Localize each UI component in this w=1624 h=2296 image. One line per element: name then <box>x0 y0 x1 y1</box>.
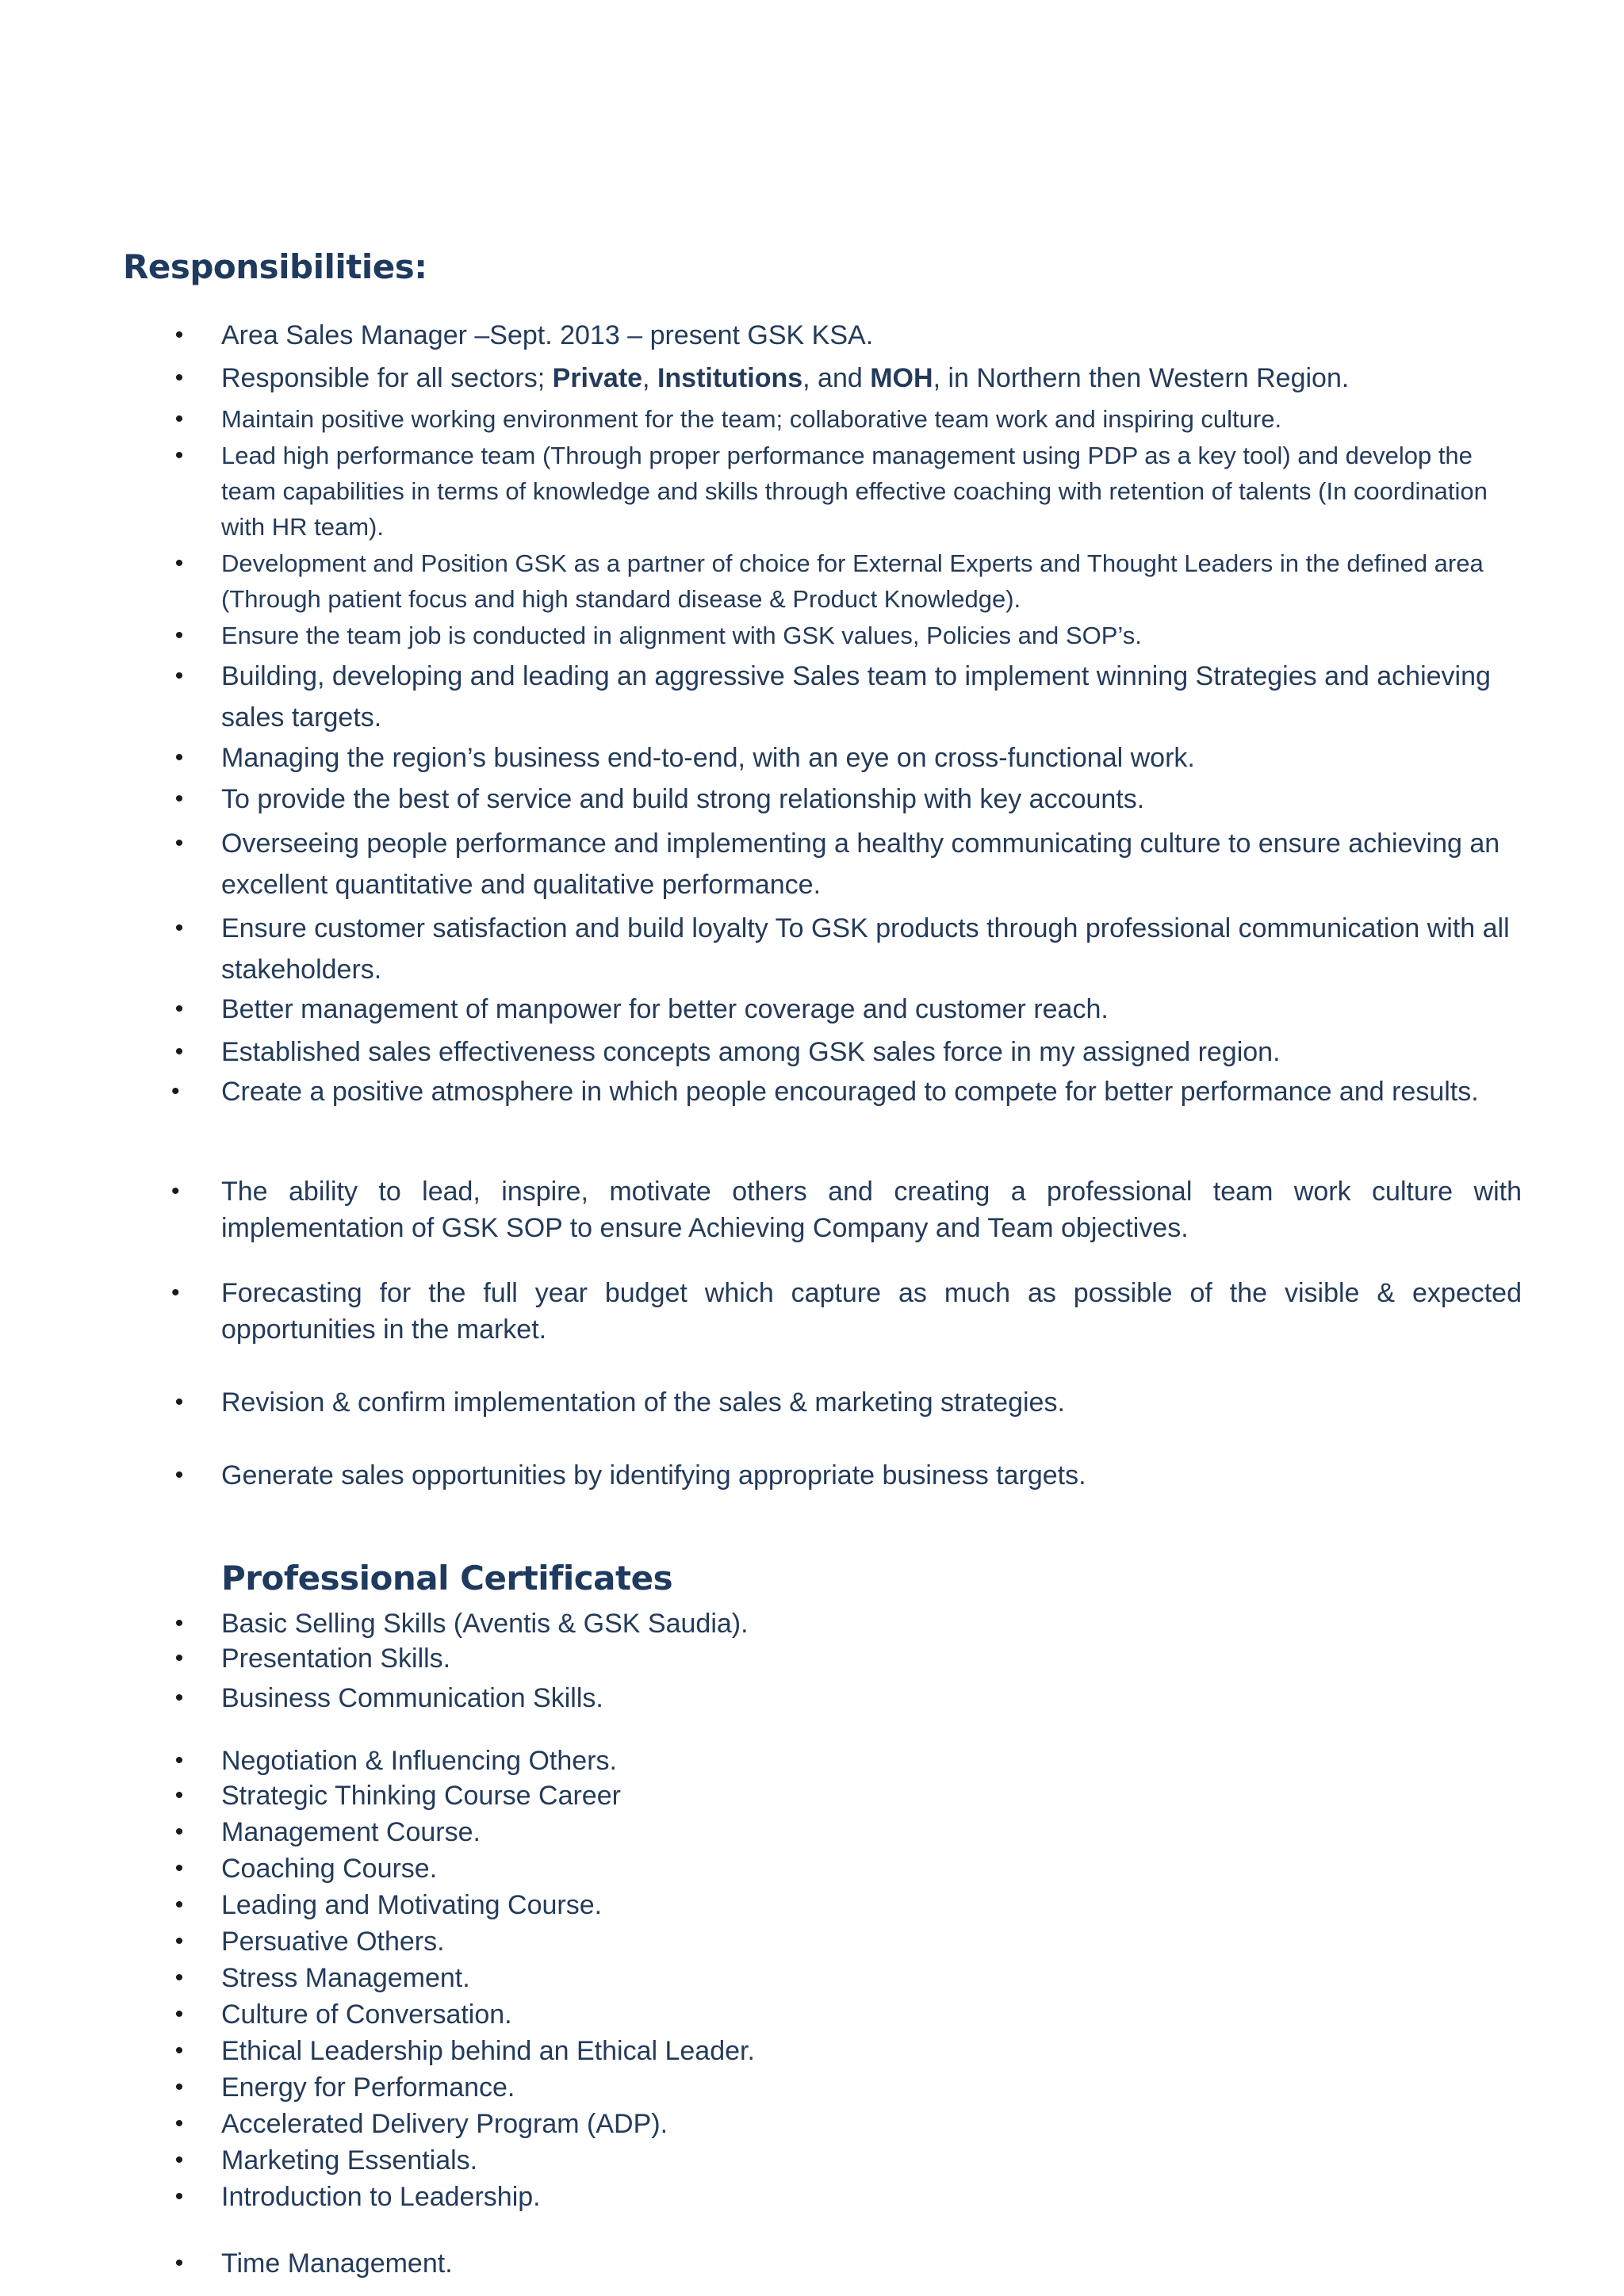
list-item <box>174 360 1522 396</box>
bold-text: Private <box>552 363 643 393</box>
list-item-text: Ensure the team job is conducted in alignment with GSK values, Policies and SOP’s. <box>221 622 1142 649</box>
list-item-text: , <box>642 363 657 393</box>
bullet-icon: • <box>174 442 184 469</box>
list-item-text: Ethical Leadership behind an Ethical Leader. <box>221 2036 755 2066</box>
list-item-text: Ensure customer satisfaction and build loyalty To GSK products through professional communication with all stakeholders. <box>221 913 1510 985</box>
bullet-icon: • <box>174 1389 184 1415</box>
list-item-text: Stress Management. <box>221 1963 470 1993</box>
bullet-icon: • <box>171 1078 180 1104</box>
bullet-icon: • <box>174 830 184 856</box>
list-item-text: The ability to lead, inspire, motivate others and creating a professional team work culture with implementation of GSK SOP to ensure Achieving Company and Team objectives. <box>221 1177 1522 1243</box>
bullet-icon: • <box>174 1855 184 1881</box>
bullet-icon: • <box>174 1892 184 1918</box>
list-item-text: Coaching Course. <box>221 1854 438 1884</box>
responsibilities-heading: Responsibilities: <box>123 247 427 286</box>
list-item <box>174 1996 1522 2033</box>
list-item-text: Persuative Others. <box>221 1927 445 1957</box>
list-item <box>174 2069 1522 2106</box>
list-item <box>174 401 1522 437</box>
list-item <box>174 2033 1522 2069</box>
list-item-text: Responsible for all sectors; <box>221 363 553 393</box>
list-item <box>171 1173 1522 1246</box>
list-item-text: Established sales effectiveness concepts among GSK sales force in my assigned region. <box>221 1037 1281 1067</box>
bullet-icon: • <box>174 1610 184 1636</box>
list-item-text: Leading and Motivating Course. <box>221 1890 603 1920</box>
list-item-text: Strategic Thinking Course Career <box>221 1781 621 1811</box>
list-item <box>174 2142 1522 2179</box>
list-item-text: Marketing Essentials. <box>221 2145 478 2175</box>
bullet-icon: • <box>174 996 184 1022</box>
list-item-text: Maintain positive working environment for the team; collaborative team work and inspiring culture. <box>221 405 1282 433</box>
list-item <box>174 1814 1522 1850</box>
list-item-text: Accelerated Delivery Program (ADP). <box>221 2109 668 2139</box>
bullet-icon: • <box>174 365 184 391</box>
list-item <box>174 317 1522 354</box>
list-item <box>174 991 1522 1027</box>
list-item <box>174 1850 1522 1887</box>
bullet-icon: • <box>171 1178 180 1204</box>
list-item <box>174 1777 1522 1814</box>
bullet-icon: • <box>174 2183 184 2210</box>
list-item-text: Presentation Skills. <box>221 1644 451 1674</box>
certificates-heading: Professional Certificates <box>221 1559 673 1598</box>
bullet-icon: • <box>174 2038 184 2064</box>
list-item-text: Basic Selling Skills (Aventis & GSK Saudia). <box>221 1609 749 1639</box>
bullet-icon: • <box>171 1280 180 1306</box>
list-item <box>174 618 1522 653</box>
list-item <box>174 2179 1522 2215</box>
bullet-icon: • <box>174 2001 184 2027</box>
list-item <box>174 740 1522 776</box>
list-item-text: Better management of manpower for better coverage and customer reach. <box>221 994 1109 1024</box>
bullet-icon: • <box>174 744 184 771</box>
bold-text: Institutions <box>657 363 803 393</box>
list-item-text: Development and Position GSK as a partner of choice for External Experts and Thought Leaders in the defined area (Through patient focus and high standard disease & Product Knowledge). <box>221 549 1484 613</box>
list-item-text: Culture of Conversation. <box>221 1999 512 2030</box>
list-item <box>174 1605 1522 1642</box>
list-item <box>174 1743 1522 1779</box>
list-item-text: Overseeing people performance and implementing a healthy communicating culture to ensure achieving an excellent quantitative and qualitative performance. <box>221 828 1500 900</box>
bullet-icon: • <box>174 1965 184 1991</box>
bullet-icon: • <box>174 1462 184 1488</box>
bullet-icon: • <box>174 1645 184 1671</box>
list-item <box>174 1680 1522 1716</box>
list-item-text: Business Communication Skills. <box>221 1683 603 1713</box>
list-item <box>174 2106 1522 2142</box>
list-item <box>174 1034 1522 1070</box>
list-item-text: Energy for Performance. <box>221 2072 515 2103</box>
bullet-icon: • <box>174 1685 184 1711</box>
bullet-icon: • <box>174 663 184 689</box>
bullet-icon: • <box>174 2250 184 2276</box>
bullet-icon: • <box>174 1782 184 1808</box>
list-item <box>174 1640 1522 1677</box>
list-item-text: Create a positive atmosphere in which people encouraged to compete for better performance and results. <box>221 1077 1479 1107</box>
bullet-icon: • <box>174 2074 184 2100</box>
list-item <box>174 545 1522 617</box>
list-item-text: Introduction to Leadership. <box>221 2182 541 2212</box>
bold-text: MOH <box>870 363 933 393</box>
list-item <box>174 823 1522 905</box>
list-item <box>174 2245 1522 2282</box>
list-item <box>174 908 1522 990</box>
list-item-text: Lead high performance team (Through proper performance management using PDP as a key tool) and develop the team capabilities in terms of knowledge and skills through effective coaching with retention of talents (In coordination with HR team). <box>221 442 1488 541</box>
list-item-text: Time Management. <box>221 2248 453 2279</box>
list-item-text: To provide the best of service and build strong relationship with key accounts. <box>221 784 1145 814</box>
bullet-icon: • <box>174 1819 184 1845</box>
bullet-icon: • <box>174 622 184 649</box>
bullet-icon: • <box>174 915 184 941</box>
list-item <box>174 1923 1522 1960</box>
list-item <box>171 1073 1522 1110</box>
bullet-icon: • <box>174 1928 184 1954</box>
list-item <box>174 1457 1522 1494</box>
bullet-icon: • <box>174 550 184 576</box>
list-item-text: Negotiation & Influencing Others. <box>221 1746 617 1776</box>
bullet-icon: • <box>174 322 184 348</box>
list-item <box>171 1275 1522 1348</box>
list-item <box>174 781 1522 817</box>
list-item <box>174 1960 1522 1996</box>
list-item <box>174 1384 1522 1421</box>
list-item-text: Area Sales Manager –Sept. 2013 – present GSK KSA. <box>221 320 874 350</box>
bullet-icon: • <box>174 1039 184 1065</box>
list-item-text: Building, developing and leading an aggressive Sales team to implement winning Strategies and achieving sales targets. <box>221 661 1491 733</box>
list-item-text: Managing the region’s business end-to-end, with an eye on cross-functional work. <box>221 743 1195 773</box>
bullet-icon: • <box>174 2147 184 2173</box>
bullet-icon: • <box>174 1747 184 1774</box>
list-item-text: Management Course. <box>221 1817 481 1847</box>
bullet-icon: • <box>174 786 184 812</box>
list-item-text: , and <box>802 363 871 393</box>
list-item <box>174 1887 1522 1923</box>
list-item <box>174 656 1522 738</box>
list-item-text: , in Northern then Western Region. <box>933 363 1350 393</box>
list-item <box>174 438 1522 545</box>
bullet-icon: • <box>174 2110 184 2137</box>
list-item-text: Generate sales opportunities by identifying appropriate business targets. <box>221 1460 1086 1490</box>
list-item-text: Revision & confirm implementation of the sales & marketing strategies. <box>221 1387 1065 1418</box>
bullet-icon: • <box>174 406 184 432</box>
list-item-text: Forecasting for the full year budget which capture as much as possible of the visible & expected opportunities in the market. <box>221 1278 1522 1345</box>
